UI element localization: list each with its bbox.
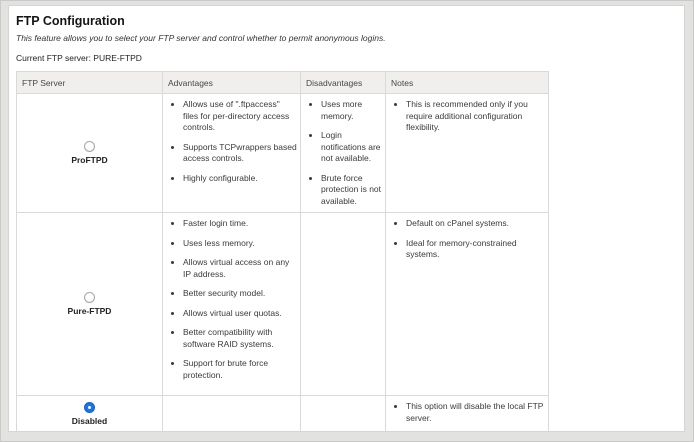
proftpd-option-cell	[17, 94, 163, 213]
proftpd-advantages-list	[168, 99, 297, 184]
bullet-item: • Default on cPanel systems.	[406, 218, 545, 230]
disabled-notes-cell	[386, 396, 549, 433]
proftpd-disadvantages-cell	[301, 94, 386, 213]
proftpd-label: ProFTPD	[71, 154, 108, 165]
bullet-item: • Uses more memory.	[321, 99, 382, 122]
column-header-ftp-server: FTP Server	[17, 72, 163, 94]
bullet-item: • Allows virtual access on any IP address.	[183, 257, 297, 280]
column-header-disadvantages: Disadvantages	[301, 72, 386, 94]
page-title: FTP Configuration	[16, 14, 125, 28]
bullet-item: • Allows virtual user quotas.	[183, 308, 297, 320]
bullet-item: • Better security model.	[183, 288, 297, 300]
disabled-advantages-cell	[163, 396, 301, 433]
pureftpd-advantages-cell	[163, 213, 301, 396]
bullet-item: • Uses less memory.	[183, 238, 297, 250]
bullet-item: • Ideal for memory-constrained systems.	[406, 238, 545, 261]
pureftpd-notes-list	[391, 218, 545, 261]
table-row-disabled	[17, 396, 549, 433]
column-header-advantages: Advantages	[163, 72, 301, 94]
pureftpd-radio-button[interactable]	[84, 292, 95, 303]
proftpd-disadvantages-list	[306, 99, 382, 207]
pureftpd-label: Pure-FTPD	[67, 305, 112, 316]
content-card	[8, 5, 685, 432]
pureftpd-disadvantages-cell	[301, 213, 386, 396]
disabled-notes-list	[391, 401, 545, 424]
disabled-label: Disabled	[71, 415, 108, 426]
table-row-proftpd	[17, 94, 549, 213]
page-subtitle: This feature allows you to select your FTP server and control whether to permit anonymous logins.	[16, 33, 386, 43]
disabled-radio-button[interactable]	[84, 402, 95, 413]
bullet-item: • Allows use of ".ftpaccess" files for per-directory access controls.	[183, 99, 297, 134]
proftpd-notes-list	[391, 99, 545, 134]
column-header-notes: Notes	[386, 72, 549, 94]
ftp-server-table	[16, 71, 549, 432]
proftpd-notes-cell	[386, 94, 549, 213]
bullet-item: • Support for brute force protection.	[183, 358, 297, 381]
bullet-item: • Better compatibility with software RAID systems.	[183, 327, 297, 350]
pureftpd-option-cell	[17, 213, 163, 396]
bullet-item: • Login notifications are not available.	[321, 130, 382, 165]
proftpd-advantages-cell	[163, 94, 301, 213]
bullet-item: • This is recommended only if you require additional configuration flexibility.	[406, 99, 545, 134]
proftpd-radio-button[interactable]	[84, 141, 95, 152]
bullet-item: • Highly configurable.	[183, 173, 297, 185]
pureftpd-advantages-list	[168, 218, 297, 381]
table-header-row	[17, 72, 549, 94]
bullet-item: • Faster login time.	[183, 218, 297, 230]
current-ftp-server-status: Current FTP server: PURE-FTPD	[16, 53, 142, 63]
disabled-disadvantages-cell	[301, 396, 386, 433]
pureftpd-notes-cell	[386, 213, 549, 396]
bullet-item: • Brute force protection is not available.	[321, 173, 382, 208]
table-row-pureftpd	[17, 213, 549, 396]
disabled-option-cell	[17, 396, 163, 433]
bullet-item: • This option will disable the local FTP server.	[406, 401, 545, 424]
bullet-item: • Supports TCPwrappers based access controls.	[183, 142, 297, 165]
